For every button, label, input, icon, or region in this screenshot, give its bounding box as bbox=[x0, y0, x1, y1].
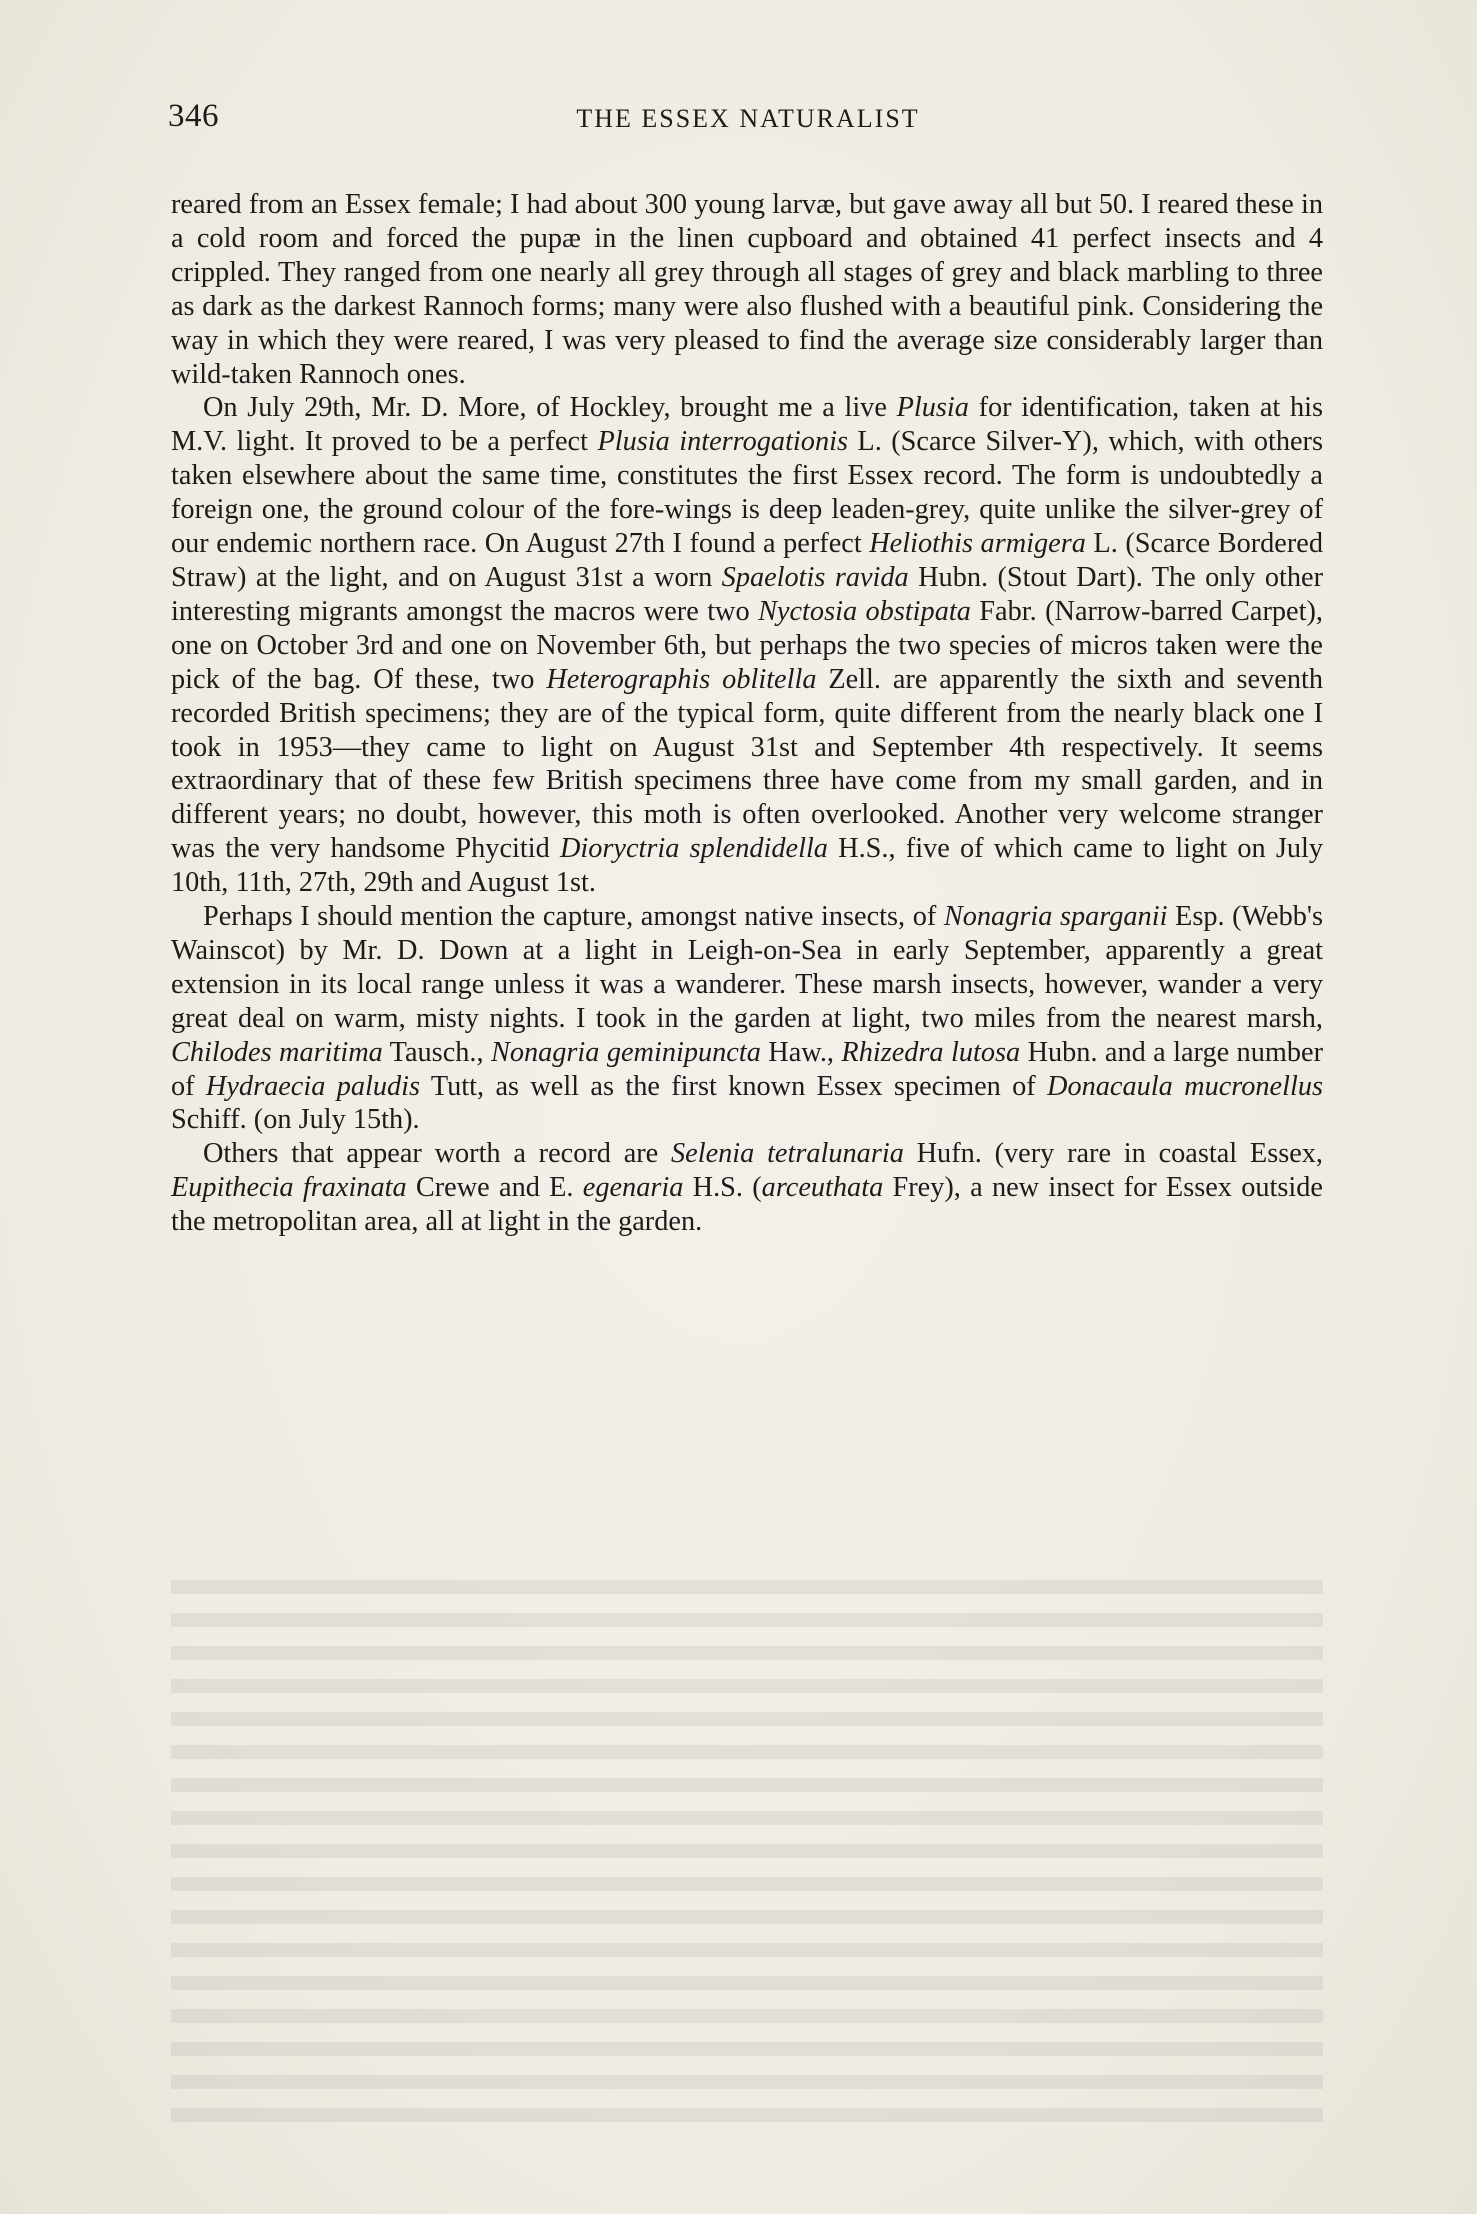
paragraph bbox=[171, 391, 1323, 900]
text-run: Haw., bbox=[760, 1036, 842, 1068]
page-header bbox=[168, 98, 1328, 148]
show-through-texture bbox=[171, 1580, 1323, 2140]
text-run: On July 29th, Mr. D. More, of Hockley, brought me a live bbox=[203, 392, 897, 424]
species-name: Chilodes maritima bbox=[171, 1036, 383, 1068]
text-run: reared from an Essex female; I had about 300 young larvæ, but gave away all but 50. I reared these in a cold room and forced the pupæ in the linen cupboard and obtained 41 perfect insects and 4 crippled. They ranged from one nearly all grey through all stages of grey and black marbling to three as dark as the darkest Rannoch forms; many were also flushed with a beautiful pink. Considering the way in which they were reared, I was very pleased to find the average size considerably larger than wild-taken Rannoch ones. bbox=[171, 189, 1323, 390]
text-run: Hubn. (Stout Dart). The only other interesting migrants amongst the macros were two bbox=[171, 561, 1323, 627]
page-number: 346 bbox=[168, 98, 219, 134]
text-run: H.S., five of which came to light on July 10th, 11th, 27th, 29th and August 1st. bbox=[171, 833, 1323, 899]
text-run: Hufn. (very rare in coastal Essex, bbox=[903, 1138, 1323, 1170]
species-name: Heliothis armigera bbox=[869, 528, 1086, 560]
paragraph bbox=[171, 900, 1323, 1137]
species-name: Nyctosia obstipata bbox=[758, 595, 971, 627]
text-run: Esp. (Webb's Wainscot) by Mr. D. Down at a light in Leigh-on-Sea in early September, apparently a great extension in its local range unless it was a wanderer. These marsh insects, however, wander a very great deal on warm, misty nights. I took in the garden at light, two miles from the nearest marsh, bbox=[171, 901, 1324, 1034]
species-name: Donacaula mucronellus bbox=[1047, 1070, 1323, 1102]
species-name: Plusia bbox=[896, 392, 969, 424]
species-name: Nonagria sparganii bbox=[943, 901, 1168, 933]
text-run: Zell. are apparently the sixth and seventh recorded British specimens; they are of the typical form, quite different from the nearly black one I took in 1953—they came to light on August 31st and September 4th respectively. It seems extraordinary that of these few British specimens three have come from my small garden, and in different years; no doubt, however, this moth is often overlooked. Another very welcome stranger was the very handsome Phycitid bbox=[171, 663, 1323, 865]
paragraph bbox=[171, 188, 1323, 391]
text-run: L. (Scarce Silver-Y), which, with others taken elsewhere about the same time, constitutes the first Essex record. The form is undoubtedly a foreign one, the ground colour of the fore-wings is deep leaden-grey, quite unlike the silver-grey of our endemic northern race. On August 27th I found a perfect bbox=[171, 426, 1323, 560]
text-run: Frey), a new insect for Essex outside the metropolitan area, all at light in the garden. bbox=[171, 1172, 1323, 1238]
species-name: Plusia interrogationis bbox=[597, 426, 848, 458]
species-name: arceuthata bbox=[761, 1172, 884, 1204]
paragraph bbox=[171, 1137, 1323, 1239]
running-title: THE ESSEX NATURALIST bbox=[576, 104, 920, 133]
species-name: Rhizedra lutosa bbox=[841, 1036, 1021, 1068]
text-run: Tutt, as well as the first known Essex specimen of bbox=[420, 1070, 1048, 1102]
species-name: Eupithecia fraxinata bbox=[171, 1172, 407, 1204]
species-name: egenaria bbox=[582, 1172, 684, 1204]
text-run: for identification, taken at his M.V. light. It proved to be a perfect bbox=[171, 392, 1323, 458]
text-run: Others that appear worth a record are bbox=[203, 1138, 672, 1170]
text-run: Hubn. and a large number of bbox=[171, 1036, 1323, 1102]
species-name: Hydraecia paludis bbox=[205, 1070, 421, 1102]
text-run: H.S. ( bbox=[683, 1172, 762, 1204]
text-run: Crewe and E. bbox=[406, 1172, 583, 1204]
species-name: Dioryctria splendidella bbox=[559, 833, 828, 865]
text-run: Tausch., bbox=[382, 1036, 491, 1068]
species-name: Heterographis oblitella bbox=[546, 663, 817, 695]
text-run: L. (Scarce Bordered Straw) at the light, and on August 31st a worn bbox=[171, 528, 1323, 593]
species-name: Selenia tetralunaria bbox=[671, 1138, 904, 1170]
species-name: Nonagria geminipuncta bbox=[490, 1036, 761, 1068]
article-body bbox=[171, 188, 1323, 1239]
text-run: Schiff. (on July 15th). bbox=[171, 1104, 420, 1136]
text-run: Fabr. (Narrow-barred Carpet), one on October 3rd and one on November 6th, but perhaps the two species of micros taken were the pick of the bag. Of these, two bbox=[171, 595, 1323, 695]
text-run: Perhaps I should mention the capture, amongst native insects, of bbox=[203, 901, 944, 933]
species-name: Spaelotis ravida bbox=[721, 561, 909, 593]
